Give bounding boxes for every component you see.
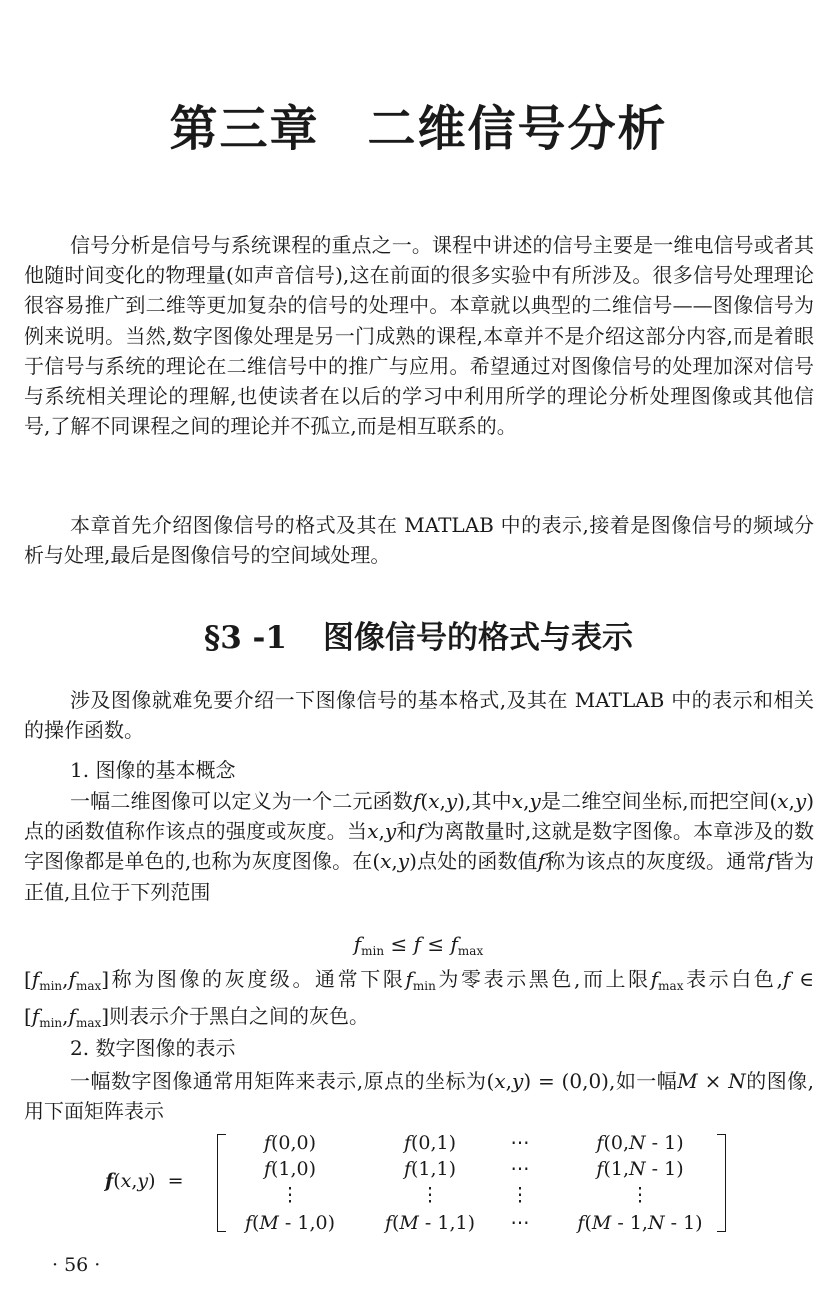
matrix-cell: ⋮: [420, 1184, 440, 1206]
subheading-basic-concepts: 1. 图像的基本概念: [70, 758, 236, 782]
matrix-cell: f(1,1): [403, 1158, 457, 1180]
subheading-digital-image: 2. 数字图像的表示: [70, 1036, 236, 1060]
section-paragraph-2: 一幅二维图像可以定义为一个二元函数f(x,y),其中x,y是二维空间坐标,而把空间(x,y)点的函数值称作该点的强度或灰度。当x,y和f为离散量时,这就是数字图像。本章涉及的数字图像都是单色的,也称为灰度图像。在(x,y)点处的函数值f称为该点的灰度级。通常f皆为正值,且位于下列范围: [24, 789, 815, 904]
matrix-cell: f(0,1): [403, 1132, 457, 1154]
matrix-cell: ⋯: [510, 1132, 530, 1154]
matrix-cell: f(1,N - 1): [596, 1158, 684, 1180]
matrix-cell: f(M - 1,1): [384, 1212, 476, 1234]
matrix-cell: ⋯: [510, 1212, 530, 1234]
chapter-name: 二维信号分析: [367, 101, 668, 157]
section-paragraph-4: 一幅数字图像通常用矩阵来表示,原点的坐标为(x,y) = (0,0),如一幅M × N的图像,用下面矩阵表示: [24, 1069, 815, 1124]
matrix-cell: ⋮: [510, 1184, 530, 1206]
matrix-cell: ⋮: [630, 1184, 650, 1206]
matrix-cell: f(M - 1,0): [244, 1212, 336, 1234]
matrix-cell: ⋯: [510, 1158, 530, 1180]
section-name: 图像信号的格式与表示: [323, 620, 633, 656]
section-title: [0, 612, 837, 657]
gray-range-formula: $f_{min} \le f \le f_{max}$: [353, 932, 484, 958]
matrix-cell: f(1,0): [263, 1158, 317, 1180]
image-matrix: [105, 1130, 745, 1240]
section-paragraph-1: 涉及图像就难免要介绍一下图像信号的基本格式,及其在 MATLAB 中的表示和相关的操作函数。: [24, 688, 814, 743]
chapter-label: 第三章: [169, 101, 320, 157]
intro-paragraph-1: 信号分析是信号与系统课程的重点之一。课程中讲述的信号主要是一维电信号或者其他随时间变化的物理量(如声音信号),这在前面的很多实验中有所涉及。很多信号处理理论很容易推广到二维等更加复杂的信号的处理中。本章就以典型的二维信号——图像信号为例来说明。当然,数字图像处理是另一门成熟的课程,本章并不是介绍这部分内容,而是着眼于信号与系统的理论在二维信号中的推广与应用。希望通过对图像信号的处理加深对信号与系统相关理论的理解,也使读者在以后的学习中利用所学的理论分析处理图像或其他信号,了解不同课程之间的理论并不孤立,而是相互联系的。: [24, 233, 814, 439]
section-paragraph-3: $[f_{min},f_{max}]$称为图像的灰度级。通常下限$f_{min}$为零表示黑色,而上限$f_{max}$表示白色,f ∈ $[f_{min},f_{max}]$则表示介于黑白之间的灰色。: [24, 967, 815, 1031]
matrix-cell: f(0,0): [263, 1132, 317, 1154]
matrix-cell: f(0,N - 1): [596, 1132, 684, 1154]
page-number: · 56 ·: [52, 1254, 101, 1276]
matrix-cell: ⋮: [280, 1184, 300, 1206]
intro-paragraph-2: 本章首先介绍图像信号的格式及其在 MATLAB 中的表示,接着是图像信号的频域分析与处理,最后是图像信号的空间域处理。: [24, 513, 814, 568]
matrix-lhs: f(x,y) =: [105, 1170, 184, 1192]
chapter-title: [0, 90, 837, 159]
section-number: §3 -1: [203, 620, 287, 656]
matrix-cell: f(M - 1,N - 1): [577, 1212, 703, 1234]
